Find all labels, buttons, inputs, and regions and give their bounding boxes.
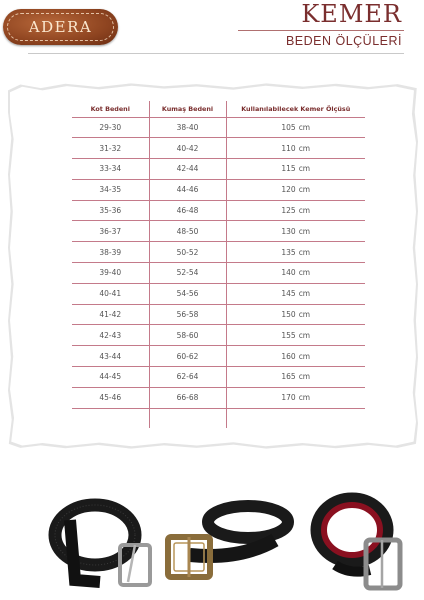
cell-kot-bedeni: 41-42 <box>72 304 149 325</box>
empty-cell <box>72 408 149 428</box>
kemer-unit: cm <box>298 206 311 216</box>
page-title: KEMER <box>301 0 402 28</box>
table-row <box>72 387 365 408</box>
cell-kemer-olcusu <box>226 387 365 408</box>
table-row <box>72 221 365 242</box>
table-header-row <box>72 101 365 117</box>
cell-kot-bedeni: 34-35 <box>72 179 149 200</box>
cell-kemer-olcusu <box>226 263 365 284</box>
kemer-unit: cm <box>298 122 311 132</box>
table-row <box>72 242 365 263</box>
cell-kumas-bedeni: 40-42 <box>149 138 226 159</box>
cell-kot-bedeni: 39-40 <box>72 263 149 284</box>
cell-kumas-bedeni: 60-62 <box>149 346 226 367</box>
cell-kot-bedeni: 45-46 <box>72 387 149 408</box>
cell-kumas-bedeni: 38-40 <box>149 117 226 138</box>
table-row <box>72 263 365 284</box>
kemer-value: 165 <box>281 372 296 382</box>
title-divider <box>238 30 404 31</box>
kemer-value: 115 <box>281 164 296 174</box>
kemer-value: 105 <box>281 122 296 132</box>
cell-kemer-olcusu <box>226 242 365 263</box>
kemer-unit: cm <box>298 247 311 257</box>
kemer-value: 155 <box>281 330 296 340</box>
cell-kemer-olcusu <box>226 346 365 367</box>
cell-kemer-olcusu <box>226 117 365 138</box>
table-row <box>72 304 365 325</box>
table-row <box>72 200 365 221</box>
cell-kumas-bedeni: 48-50 <box>149 221 226 242</box>
cell-kot-bedeni: 35-36 <box>72 200 149 221</box>
cell-kumas-bedeni: 56-58 <box>149 304 226 325</box>
kemer-value: 135 <box>281 247 296 257</box>
cell-kumas-bedeni: 66-68 <box>149 387 226 408</box>
table-row <box>72 159 365 180</box>
header-divider <box>28 53 404 54</box>
kemer-unit: cm <box>298 310 311 320</box>
size-chart-table <box>72 101 365 428</box>
cell-kemer-olcusu <box>226 325 365 346</box>
cell-kemer-olcusu <box>226 304 365 325</box>
cell-kot-bedeni: 43-44 <box>72 346 149 367</box>
belt-photos <box>0 490 424 600</box>
cell-kemer-olcusu <box>226 283 365 304</box>
header-kemer-olcusu: Kullanılabilecek Kemer Ölçüsü <box>226 101 365 117</box>
cell-kemer-olcusu <box>226 179 365 200</box>
empty-cell <box>149 408 226 428</box>
kemer-value: 170 <box>281 393 296 403</box>
table-row <box>72 283 365 304</box>
empty-cell <box>226 408 365 428</box>
belt-image-1 <box>55 505 150 585</box>
kemer-unit: cm <box>298 226 311 236</box>
belt-image-3 <box>316 498 400 588</box>
kemer-unit: cm <box>298 164 311 174</box>
table-row <box>72 367 365 388</box>
cell-kumas-bedeni: 46-48 <box>149 200 226 221</box>
kemer-unit: cm <box>298 372 311 382</box>
adera-logo <box>3 9 118 45</box>
table-empty-row <box>72 408 365 428</box>
belt-image-2 <box>168 506 288 577</box>
cell-kemer-olcusu <box>226 221 365 242</box>
cell-kemer-olcusu <box>226 200 365 221</box>
logo-text: ADERA <box>28 18 93 36</box>
cell-kumas-bedeni: 42-44 <box>149 159 226 180</box>
page-subtitle: BEDEN ÖLÇÜLERİ <box>285 34 402 48</box>
table-row <box>72 138 365 159</box>
table-body <box>72 117 365 428</box>
cell-kumas-bedeni: 52-54 <box>149 263 226 284</box>
cell-kemer-olcusu <box>226 159 365 180</box>
table-row <box>72 346 365 367</box>
cell-kemer-olcusu <box>226 367 365 388</box>
cell-kot-bedeni: 44-45 <box>72 367 149 388</box>
kemer-unit: cm <box>298 143 311 153</box>
kemer-unit: cm <box>298 268 311 278</box>
header-kot-bedeni: Kot Bedeni <box>72 101 149 117</box>
cell-kot-bedeni: 33-34 <box>72 159 149 180</box>
kemer-value: 130 <box>281 226 296 236</box>
cell-kot-bedeni: 36-37 <box>72 221 149 242</box>
kemer-value: 125 <box>281 206 296 216</box>
cell-kot-bedeni: 42-43 <box>72 325 149 346</box>
table-row <box>72 179 365 200</box>
cell-kot-bedeni: 31-32 <box>72 138 149 159</box>
cell-kot-bedeni: 38-39 <box>72 242 149 263</box>
header-kumas-bedeni: Kumaş Bedeni <box>149 101 226 117</box>
table-row <box>72 325 365 346</box>
kemer-value: 145 <box>281 289 296 299</box>
kemer-value: 110 <box>281 143 296 153</box>
kemer-unit: cm <box>298 330 311 340</box>
kemer-value: 140 <box>281 268 296 278</box>
cell-kemer-olcusu <box>226 138 365 159</box>
kemer-value: 160 <box>281 351 296 361</box>
cell-kumas-bedeni: 58-60 <box>149 325 226 346</box>
kemer-unit: cm <box>298 289 311 299</box>
cell-kumas-bedeni: 62-64 <box>149 367 226 388</box>
kemer-value: 120 <box>281 185 296 195</box>
table-row <box>72 117 365 138</box>
kemer-value: 150 <box>281 310 296 320</box>
cell-kot-bedeni: 29-30 <box>72 117 149 138</box>
cell-kumas-bedeni: 44-46 <box>149 179 226 200</box>
kemer-unit: cm <box>298 351 311 361</box>
cell-kumas-bedeni: 54-56 <box>149 283 226 304</box>
cell-kumas-bedeni: 50-52 <box>149 242 226 263</box>
kemer-unit: cm <box>298 393 311 403</box>
cell-kot-bedeni: 40-41 <box>72 283 149 304</box>
kemer-unit: cm <box>298 185 311 195</box>
